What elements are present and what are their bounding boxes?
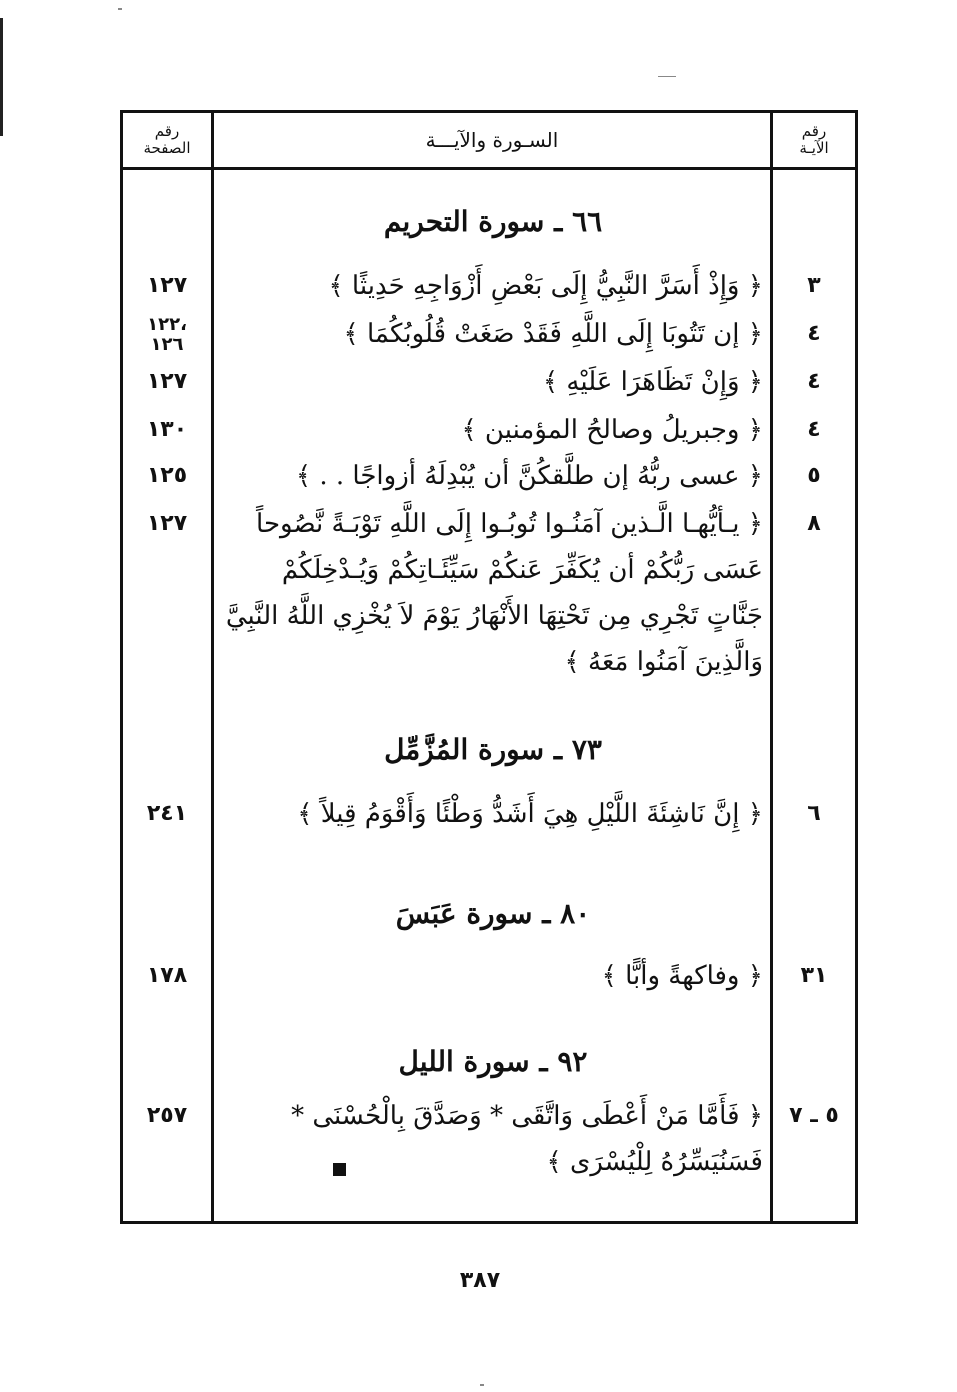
page-number-cell: ١٢٧ [146, 511, 188, 536]
ayah-number-cell: ٥ [807, 463, 821, 488]
header-ayah-column [773, 113, 855, 167]
table-row [123, 311, 855, 357]
table-row [123, 791, 855, 837]
verse-text: ﴿ وجبريلُ وصالحُ المؤمنين ﴾ [461, 415, 763, 445]
page-number-second: ١٢٦ [150, 334, 184, 355]
header-main-label: السـورة والآيـــة [425, 128, 559, 152]
verse-text: ﴿ إِنَّ نَاشِئَةَ اللَّيْلِ هِيَ أَشَدُّ وَطْئًا وَأَقْوَمُ قِيلاً ﴾ [297, 799, 763, 829]
page-number-cell: ١٢٧ [146, 369, 188, 394]
header-main-column [214, 113, 770, 167]
page-number-first: ١٢٢، [147, 314, 187, 335]
header-page-line2: الصفحة [143, 139, 191, 157]
header-page-line1: رقم [154, 122, 180, 140]
verse-text: ﴿ عسى ربُّهُ إن طلَّقكُنَّ أن يُبْدِلَهُ أزواجًا . . ﴾ [295, 461, 763, 491]
ayah-number-cell: ٨ [807, 511, 821, 536]
ayah-number-cell: ٣ [807, 273, 821, 298]
surah-title-muzzammil: ٧٣ ـ سورة المُزَّمِّل [384, 733, 602, 766]
index-table [120, 110, 858, 1224]
table-row [123, 359, 855, 405]
header-divider [123, 167, 855, 170]
ayah-number-cell: ٤ [807, 321, 821, 346]
ayah-number-cell: ٣١ [800, 963, 828, 988]
page-number-cell: ١٢٧ [146, 273, 188, 298]
header-ayah-line1: رقم [801, 122, 827, 140]
end-of-section-square-icon [333, 1163, 346, 1176]
page-number-cell: ٢٤١ [146, 801, 188, 826]
page-edge-rule [0, 18, 3, 136]
table-row [123, 501, 855, 691]
verse-text: ﴿ يـأيُّهـا الَّـذين آمَنُـوا تُوبُـوا إِلَى اللَّهِ تَوْبَـةً نَّصُوحاً عَسَى رَبُّكُمْ أن يُكَفِّرَ عَنكُمْ سَيِّئَـاتِكُمْ وَيُـدْخِلَكُمْ جَنَّاتٍ تَجْرِي مِن تَحْتِهَا الأَنْهَارُ يَوْمَ لاَ يُخْزِي اللَّهُ النَّبِيَّ وَالَّذِينَ آمَنُوا مَعَهُ ﴾ [225, 509, 763, 677]
table-row [123, 453, 855, 499]
table-row [123, 953, 855, 999]
ayah-number-cell: ٦ [807, 801, 821, 826]
page-number-footer: ٣٨٧ [459, 1268, 501, 1293]
page-number-cell: ١٧٨ [146, 963, 188, 988]
page-number-cell: ١٢٥ [146, 463, 188, 488]
scan-dot [118, 8, 122, 10]
table-row [123, 407, 855, 453]
page-number-cell [123, 311, 211, 355]
verse-text: ﴿ وَإِنْ تَظَاهَرَا عَلَيْهِ ﴾ [542, 367, 763, 397]
table-row [123, 1093, 855, 1189]
verse-text: ﴿ فَأَمَّا مَنْ أَعْطَى وَاتَّقَى * وَصَدَّقَ بِالْحُسْنَى * فَسَنُيَسِّرُهُ لِلْيُسْرَى ﴾ [291, 1101, 763, 1177]
page-number-cell: ١٣٠ [146, 417, 188, 442]
surah-title-layl: ٩٢ ـ سورة الليل [398, 1045, 588, 1078]
surah-title-abasa: ٨٠ ـ سورة عَبَسَ [395, 897, 591, 930]
header-page-column [123, 113, 211, 167]
verse-text: ﴿ إن تَتُوبَا إِلَى اللَّهِ فَقَدْ صَغَتْ قُلُوبُكُمَا ﴾ [343, 319, 763, 349]
surah-title-tahrim: ٦٦ ـ سورة التحريم [383, 205, 603, 238]
verse-text: ﴿ وفاكهةً وأبًّا ﴾ [601, 961, 763, 991]
verse-text: ﴿ وَإِذْ أَسَرَّ النَّبِيُّ إِلَى بَعْضِ أَزْوَاجِهِ حَدِيثًا ﴾ [328, 271, 763, 301]
page-number-cell: ٢٥٧ [146, 1103, 188, 1128]
scan-dash [658, 76, 676, 77]
ayah-number-cell: ٤ [807, 417, 821, 442]
ayah-number-cell: ٥ ـ ٧ [789, 1103, 839, 1128]
ayah-number-cell: ٤ [807, 369, 821, 394]
scan-dot [480, 1384, 484, 1386]
table-row [123, 263, 855, 309]
header-ayah-line2: الآيـة [799, 139, 829, 157]
